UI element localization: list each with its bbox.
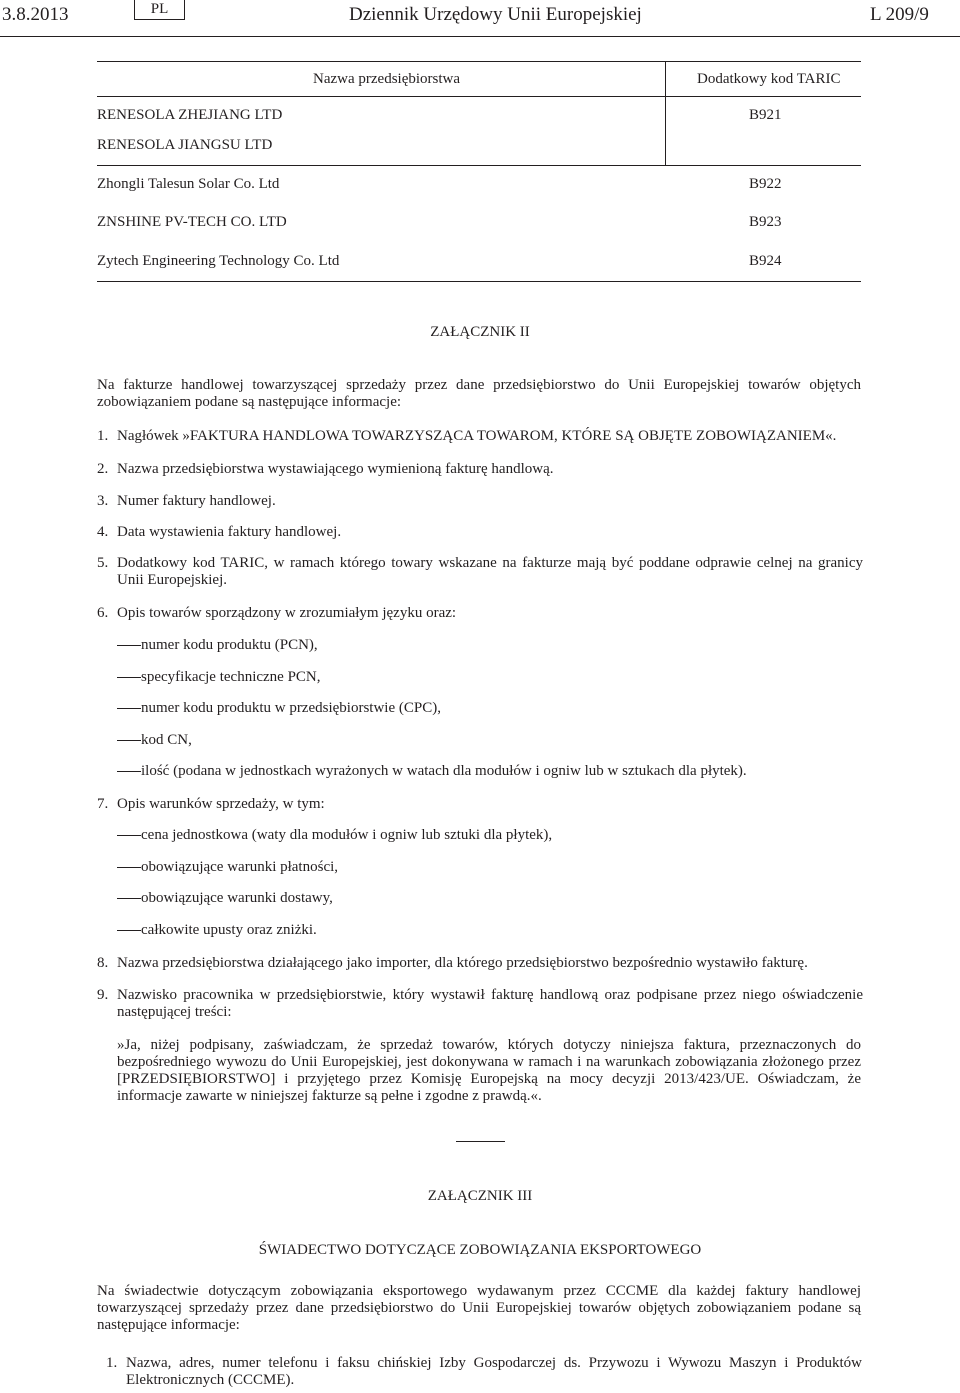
list-item-number: 1.: [106, 1355, 118, 1371]
list-item-text: Nagłówek »FAKTURA HANDLOWA TOWARZYSZĄCA TOWAROM, KTÓRE SĄ OBJĘTE ZOBOWIĄZANIEM«.: [117, 428, 837, 444]
dash-item-text: obowiązujące warunki dostawy,: [141, 890, 333, 906]
list-item: [97, 461, 863, 478]
dash-bullet: [117, 771, 141, 772]
table-cell-code: B922: [749, 176, 782, 192]
list-item: [97, 955, 863, 972]
annex-iii-intro: Na świadectwie dotyczącym zobowiązania eksportowego wydawanym przez CCCME dla każdej faktury handlowej towarzyszącej sprzedaży przez dane przedsiębiorstwo do Unii Europejskiej towarów objętych zobowiązaniem podane są następujące informacje:: [97, 1283, 861, 1333]
list-item: [106, 1355, 862, 1388]
list-item-text: Numer faktury handlowej.: [117, 493, 276, 509]
table-cell-company: RENESOLA JIANGSU LTD: [97, 137, 273, 153]
list-item-number: 2.: [97, 461, 109, 477]
dash-bullet: [117, 708, 141, 709]
list-item-text: Nazwa przedsiębiorstwa działającego jako importer, dla którego przedsiębiorstwo bezpośrednio wystawiło fakturę.: [117, 955, 808, 971]
table-cell-code: B923: [749, 214, 782, 230]
table-column-divider: [665, 96, 666, 165]
dash-item-text: numer kodu produktu (PCN),: [141, 637, 318, 653]
annex-iii-title: ZAŁĄCZNIK III: [427, 1188, 533, 1204]
table-header-rule: [97, 96, 861, 97]
list-item-number: 5.: [97, 555, 109, 571]
list-item: [97, 493, 863, 510]
list-item: [97, 987, 863, 1020]
list-item-text: Opis warunków sprzedaży, w tym:: [117, 796, 325, 812]
dash-bullet: [117, 677, 141, 678]
section-separator: [456, 1141, 505, 1142]
language-badge: PL: [134, 0, 185, 20]
dash-bullet: [117, 835, 141, 836]
table-cell-code: B924: [749, 253, 782, 269]
dash-bullet: [117, 898, 141, 899]
list-item-number: 4.: [97, 524, 109, 540]
table-top-rule: [97, 61, 861, 62]
page-reference: L 209/9: [870, 4, 929, 25]
list-item-text: Nazwisko pracownika w przedsiębiorstwie, który wystawił fakturę handlową oraz podpisane przez niego oświadczenie następującej treści:: [117, 987, 863, 1020]
table-cell-company: Zytech Engineering Technology Co. Ltd: [97, 253, 340, 269]
dash-item-text: kod CN,: [141, 732, 192, 748]
column-header-taric-code: Dodatkowy kod TARIC: [697, 71, 841, 87]
annex-ii-intro: Na fakturze handlowej towarzyszącej sprzedaży przez dane przedsiębiorstwo do Unii Europejskiej towarów objętych zobowiązaniem podane są następujące informacje:: [97, 377, 861, 410]
column-header-company: Nazwa przedsiębiorstwa: [313, 71, 461, 87]
dash-bullet: [117, 740, 141, 741]
header-rule: [0, 36, 960, 37]
list-item-text: Nazwa, adres, numer telefonu i faksu chińskiej Izby Gospodarczej ds. Przywozu i Wywozu Maszyn i Produktów Elektronicznych (CCCME).: [126, 1355, 862, 1388]
dash-item-text: cena jednostkowa (waty dla modułów i ogniw lub sztuki dla płytek),: [141, 827, 553, 843]
table-cell-company: Zhongli Talesun Solar Co. Ltd: [97, 176, 280, 192]
table-cell-code: B921: [749, 107, 782, 123]
dash-bullet: [117, 867, 141, 868]
list-item-number: 1.: [97, 428, 109, 444]
list-item-number: 6.: [97, 605, 109, 621]
journal-title: Dziennik Urzędowy Unii Europejskiej: [349, 4, 642, 25]
publication-date: 3.8.2013: [2, 4, 69, 25]
list-item: [97, 605, 863, 622]
list-item: [97, 524, 863, 541]
list-item-text: Data wystawienia faktury handlowej.: [117, 524, 342, 540]
list-item: [97, 796, 863, 813]
table-row-rule: [97, 165, 861, 166]
dash-item-text: obowiązujące warunki płatności,: [141, 859, 339, 875]
list-item-text: Dodatkowy kod TARIC, w ramach którego towary wskazane na fakturze mają być poddane odprawie celnej na granicy Unii Europejskiej.: [117, 555, 863, 588]
list-item-number: 8.: [97, 955, 109, 971]
dash-item-text: specyfikacje techniczne PCN,: [141, 669, 321, 685]
dash-item-text: całkowite upusty oraz zniżki.: [141, 922, 317, 938]
list-item: [97, 428, 863, 445]
dash-item-text: ilość (podana w jednostkach wyrażonych w watach dla modułów i ogniw lub w sztukach dla płytek).: [141, 763, 747, 779]
table-cell-company: ZNSHINE PV-TECH CO. LTD: [97, 214, 287, 230]
dash-bullet: [117, 645, 141, 646]
list-item: [97, 555, 863, 588]
dash-bullet: [117, 930, 141, 931]
list-item-text: Opis towarów sporządzony w zrozumiałym języku oraz:: [117, 605, 457, 621]
list-item-number: 9.: [97, 987, 109, 1003]
list-item-number: 3.: [97, 493, 109, 509]
list-item-number: 7.: [97, 796, 109, 812]
annex-ii-title: ZAŁĄCZNIK II: [430, 324, 530, 340]
table-header-divider: [665, 61, 666, 96]
dash-item-text: numer kodu produktu w przedsiębiorstwie (CPC),: [141, 700, 441, 716]
table-bottom-rule: [97, 281, 861, 282]
table-cell-company: RENESOLA ZHEJIANG LTD: [97, 107, 283, 123]
annex-iii-subtitle: ŚWIADECTWO DOTYCZĄCE ZOBOWIĄZANIA EKSPORTOWEGO: [258, 1242, 702, 1258]
declaration-text: »Ja, niżej podpisany, zaświadczam, że sprzedaż towarów, których dotyczy niniejsza faktura, przeznaczonych do bezpośredniego wywozu do Unii Europejskiej, jest dokonywana w ramach i na warunkach zobowiązania złożonego przez [PRZEDSIĘBIORSTWO] i przyjętego przez Komisję Europejską na mocy decyzji 2013/423/UE. Oświadczam, że informacje zawarte w niniejszej fakturze są pełne i zgodne z prawdą.«.: [117, 1037, 861, 1104]
list-item-text: Nazwa przedsiębiorstwa wystawiającego wymienioną fakturę handlową.: [117, 461, 554, 477]
